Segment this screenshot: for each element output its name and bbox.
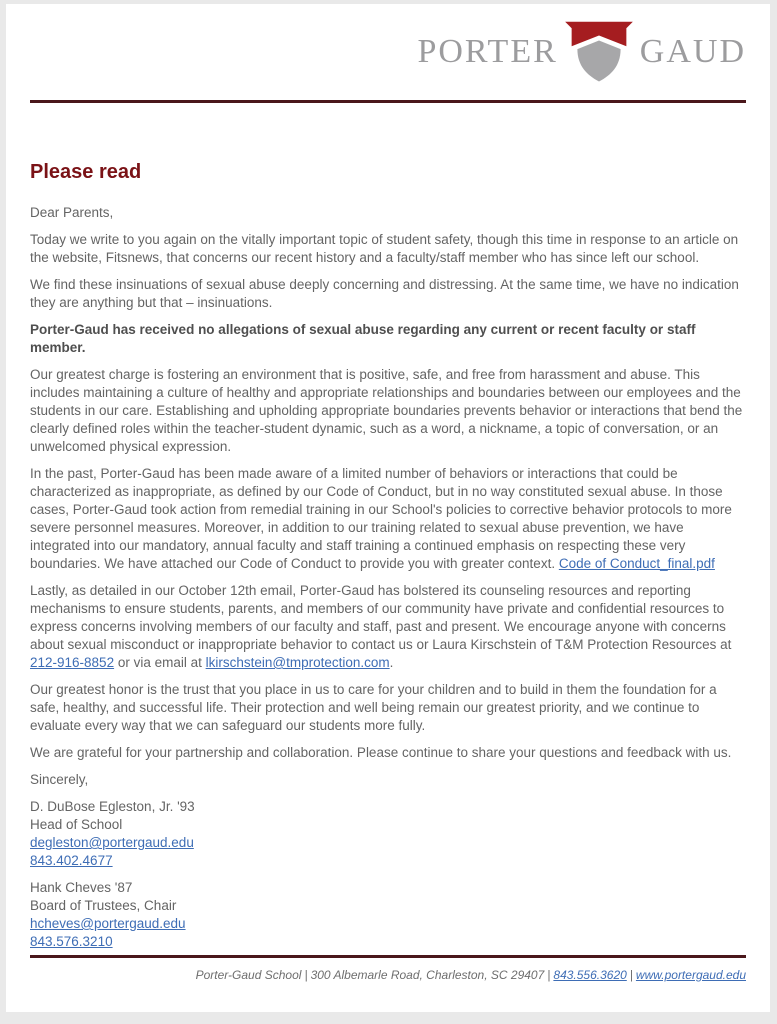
crest-shield-shape (577, 40, 620, 81)
logo-word-gaud: GAUD (639, 33, 746, 70)
footer-separator: | (629, 968, 633, 982)
cheves-email-link[interactable]: hcheves@portergaud.edu (30, 916, 186, 931)
paragraph-charge: Our greatest charge is fostering an environment that is positive, safe, and free from harassment and abuse. This includes maintaining a culture of healthy and appropriate relationships and boundaries between our employees and the students in our care. Establishing and upholding appropriate boundaries prevents behavior or interactions that bend the clearly defined roles within the teacher-student dynamic, such as a word, a nickname, a topic of conversation, or an unwelcomed physical expression. (30, 367, 743, 454)
signer-title: Head of School (30, 817, 123, 832)
code-of-conduct-link[interactable]: Code of Conduct_final.pdf (558, 556, 715, 571)
paragraph-grateful: We are grateful for your partnership and collaboration. Please continue to share your questions and feedback with us. (30, 745, 732, 760)
paragraph-honor: Our greatest honor is the trust that you place in us to care for your children and to build in them the foundation for a safe, healthy, and successful life. Their protection and well being remain our greatest priority, and we continue to evaluate every way that we can safeguard our students more fully. (30, 682, 717, 733)
paragraph-bold-statement: Porter-Gaud has received no allegations of sexual abuse regarding any current or recent faculty or staff member. (30, 322, 696, 355)
paragraph-lastly-text: Lastly, as detailed in our October 12th email, Porter-Gaud has bolstered its counseling resources and reporting mechanisms to ensure students, parents, and members of our community have private and confidential resources to express concerns involving members of our faculty and staff, past and present. We encourage anyone with concerns about sexual misconduct or inappropriate behavior to contact us or Laura Kirschstein of T&M Protection Resources at (30, 583, 732, 652)
signer-title: Board of Trustees, Chair (30, 898, 177, 913)
signature-cheves (30, 879, 746, 951)
paragraph-lastly-mid: or via email at (114, 655, 206, 670)
signer-name: D. DuBose Egleston, Jr. '93 (30, 799, 195, 814)
paragraph-insinuations: We find these insinuations of sexual abuse deeply concerning and distressing. At the same time, we have no indication they are anything but that – insinuations. (30, 277, 739, 310)
footer (30, 955, 746, 982)
porter-gaud-logo (417, 21, 746, 83)
page-title: Please read (30, 161, 142, 183)
egleston-email-link[interactable]: degleston@portergaud.edu (30, 835, 194, 850)
letter-body (6, 162, 770, 951)
footer-separator: | (547, 968, 551, 982)
footer-address: 300 Albemarle Road, Charleston, SC 29407 (310, 968, 545, 982)
footer-separator: | (304, 968, 308, 982)
kirschstein-email-link[interactable]: lkirschstein@tmprotection.com (205, 655, 390, 670)
egleston-phone-link[interactable]: 843.402.4677 (30, 853, 113, 868)
logo-word-porter: PORTER (417, 33, 558, 70)
footer-phone-link[interactable]: 843.556.3620 (553, 968, 627, 982)
closing: Sincerely, (30, 772, 89, 787)
paragraph-lastly-end: . (389, 655, 394, 670)
paragraph-intro: Today we write to you again on the vitally important topic of student safety, though this time in response to an article on the website, Fitsnews, that concerns our recent history and a faculty/staff member who has since left our school. (30, 232, 739, 265)
cheves-phone-link[interactable]: 843.576.3210 (30, 934, 113, 949)
paragraph-past-text: In the past, Porter-Gaud has been made aware of a limited number of behaviors or interactions that could be characterized as inappropriate, as defined by our Code of Conduct, but in no way constituted sexual abuse. In those cases, Porter-Gaud took action from remedial training in our School's policies to corrective behavior protocols to more severe personnel measures. Moreover, in addition to our training related to sexual abuse prevention, we have integrated into our mandatory, annual faculty and staff training a continued emphasis on respecting these very boundaries. We have attached our Code of Conduct to provide you with greater context. (30, 466, 732, 571)
signature-egleston (30, 798, 746, 870)
header-rule (30, 100, 746, 103)
tm-phone-link[interactable]: 212-916-8852 (30, 655, 115, 670)
paragraph-past (30, 465, 746, 573)
salutation: Dear Parents, (30, 205, 114, 220)
footer-website-link[interactable]: www.portergaud.edu (635, 968, 746, 982)
paragraph-lastly (30, 582, 746, 672)
signer-name: Hank Cheves '87 (30, 880, 133, 895)
footer-org: Porter-Gaud School (195, 968, 302, 982)
header (6, 4, 770, 100)
porter-gaud-crest-icon (563, 21, 635, 83)
letter-page (6, 4, 770, 1012)
